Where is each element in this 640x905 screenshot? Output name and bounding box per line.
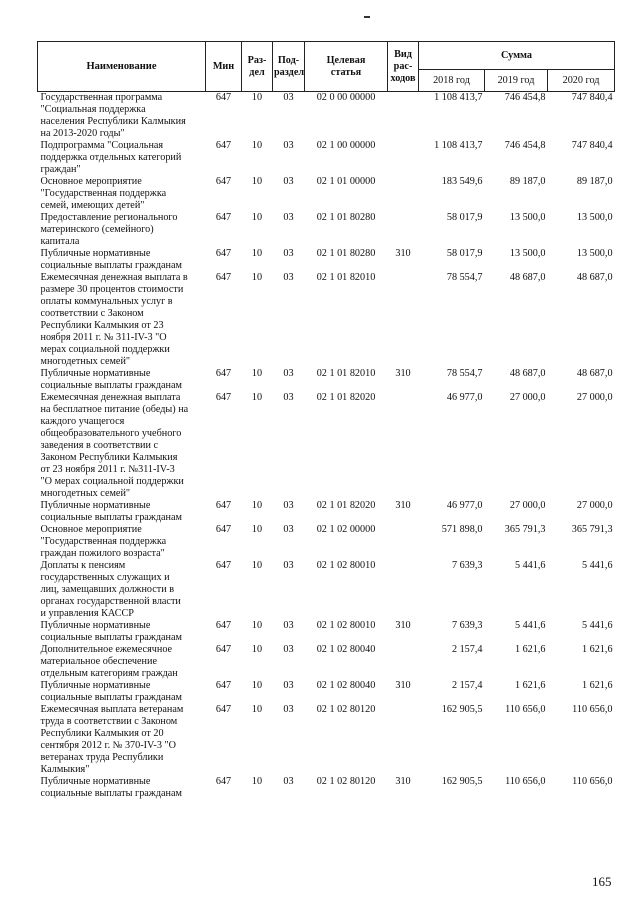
row-celevaya-statya: 02 1 01 82010 xyxy=(316,272,376,283)
row-sum-2018: 58 017,9 xyxy=(446,212,483,223)
row-vid-rashodov: 310 xyxy=(395,776,411,787)
row-sum-2019: 110 656,0 xyxy=(505,704,546,715)
row-sum-2020: 5 441,6 xyxy=(581,620,613,631)
row-name: Публичные нормативные социальные выплаты гражданам xyxy=(40,620,182,643)
row-razdel: 10 xyxy=(251,272,263,283)
row-vid-rashodov: 310 xyxy=(395,500,411,511)
header-year-2018: 2018 год xyxy=(419,70,485,92)
table-row xyxy=(38,248,615,272)
table-row xyxy=(38,212,615,248)
header-podrazdel: Под- раздел xyxy=(273,42,305,92)
row-podrazdel: 03 xyxy=(283,392,294,403)
row-sum-2019: 89 187,0 xyxy=(509,176,546,187)
row-podrazdel: 03 xyxy=(283,368,294,379)
row-vid-rashodov xyxy=(388,272,419,368)
row-sum-2018: 183 549,6 xyxy=(441,176,483,187)
table-row xyxy=(38,644,615,680)
row-vid-rashodov xyxy=(388,392,419,500)
row-sum-2020: 48 687,0 xyxy=(576,368,613,379)
row-sum-2018: 7 639,3 xyxy=(451,560,483,571)
row-sum-2020: 13 500,0 xyxy=(576,248,613,259)
row-razdel: 10 xyxy=(251,560,263,571)
row-razdel: 10 xyxy=(251,620,263,631)
row-razdel: 10 xyxy=(251,92,263,103)
row-min: 647 xyxy=(215,212,232,223)
row-name: Публичные нормативные социальные выплаты гражданам xyxy=(40,368,182,391)
row-celevaya-statya: 02 1 01 82020 xyxy=(316,392,376,403)
header-name: Наименование xyxy=(38,42,206,92)
header-vid-rashodov: Вид рас- ходов xyxy=(388,42,419,92)
row-celevaya-statya: 02 1 01 80280 xyxy=(316,248,376,259)
header-celevaya-statya: Целевая статья xyxy=(305,42,388,92)
row-sum-2020: 110 656,0 xyxy=(572,776,613,787)
page-number: 165 xyxy=(592,874,612,889)
row-min: 647 xyxy=(215,392,232,403)
table-row xyxy=(38,776,615,800)
row-min: 647 xyxy=(215,680,232,691)
row-podrazdel: 03 xyxy=(283,644,294,655)
row-vid-rashodov xyxy=(388,704,419,776)
row-razdel: 10 xyxy=(251,140,263,151)
row-celevaya-statya: 02 1 02 80120 xyxy=(316,776,376,787)
row-podrazdel: 03 xyxy=(283,212,294,223)
row-razdel: 10 xyxy=(251,524,263,535)
row-sum-2020: 27 000,0 xyxy=(576,392,613,403)
row-razdel: 10 xyxy=(251,776,263,787)
row-vid-rashodov: 310 xyxy=(395,680,411,691)
row-vid-rashodov xyxy=(388,524,419,560)
row-name: Подпрограмма "Социальная поддержка отдельных категорий граждан" xyxy=(40,140,182,175)
row-sum-2019: 48 687,0 xyxy=(509,368,546,379)
row-sum-2020: 13 500,0 xyxy=(576,212,613,223)
row-vid-rashodov xyxy=(388,140,419,176)
row-sum-2019: 5 441,6 xyxy=(514,620,546,631)
table-row xyxy=(38,140,615,176)
row-min: 647 xyxy=(215,92,232,103)
row-podrazdel: 03 xyxy=(283,704,294,715)
row-razdel: 10 xyxy=(251,368,263,379)
row-sum-2020: 1 621,6 xyxy=(581,644,613,655)
row-podrazdel: 03 xyxy=(283,524,294,535)
row-min: 647 xyxy=(215,620,232,631)
row-celevaya-statya: 02 1 01 00000 xyxy=(316,176,376,187)
row-min: 647 xyxy=(215,140,232,151)
row-vid-rashodov xyxy=(388,212,419,248)
row-name: Ежемесячная денежная выплата в размере 30 процентов стоимости оплаты коммунальных услуг в соответствии с Законом Республики Калмыкия от 23 ноября 2011 г. № 311-IV-3 "О мерах социальной поддержки многодетных семей" xyxy=(40,272,188,367)
row-sum-2020: 27 000,0 xyxy=(576,500,613,511)
row-min: 647 xyxy=(215,272,232,283)
row-razdel: 10 xyxy=(251,704,263,715)
row-celevaya-statya: 02 1 02 80010 xyxy=(316,620,376,631)
row-sum-2020: 365 791,3 xyxy=(571,524,613,535)
row-min: 647 xyxy=(215,368,232,379)
header-razdel: Раз- дел xyxy=(242,42,273,92)
row-sum-2020: 110 656,0 xyxy=(572,704,613,715)
row-podrazdel: 03 xyxy=(283,500,294,511)
row-min: 647 xyxy=(215,704,232,715)
row-sum-2019: 5 441,6 xyxy=(514,560,546,571)
row-vid-rashodov xyxy=(388,176,419,212)
row-razdel: 10 xyxy=(251,644,263,655)
row-sum-2019: 746 454,8 xyxy=(504,92,546,103)
row-name: Публичные нормативные социальные выплаты гражданам xyxy=(40,680,182,703)
row-vid-rashodov: 310 xyxy=(395,368,411,379)
row-sum-2018: 2 157,4 xyxy=(451,644,483,655)
row-name: Доплаты к пенсиям государственных служащих и лиц, замещавших должности в органах государственной власти и управления КАССР xyxy=(40,560,181,619)
row-name: Публичные нормативные социальные выплаты гражданам xyxy=(40,776,182,799)
table-row xyxy=(38,176,615,212)
row-sum-2018: 571 898,0 xyxy=(441,524,483,535)
table-row xyxy=(38,92,615,141)
header-summa: Сумма xyxy=(419,42,615,70)
top-dash-mark xyxy=(364,16,370,18)
row-vid-rashodov: 310 xyxy=(395,620,411,631)
row-name: Публичные нормативные социальные выплаты гражданам xyxy=(40,500,182,523)
budget-table xyxy=(37,41,615,800)
row-sum-2019: 1 621,6 xyxy=(514,644,546,655)
table-header xyxy=(38,42,615,92)
row-razdel: 10 xyxy=(251,392,263,403)
row-vid-rashodov xyxy=(388,92,419,141)
row-min: 647 xyxy=(215,560,232,571)
row-sum-2018: 1 108 413,7 xyxy=(434,92,483,103)
row-min: 647 xyxy=(215,776,232,787)
row-sum-2018: 162 905,5 xyxy=(441,776,483,787)
table-body xyxy=(38,92,615,801)
row-name: Основное мероприятие "Государственная поддержка семей, имеющих детей" xyxy=(40,176,167,211)
row-sum-2018: 78 554,7 xyxy=(446,368,483,379)
row-vid-rashodov xyxy=(388,560,419,620)
header-year-2020: 2020 год xyxy=(548,70,615,92)
row-sum-2018: 46 977,0 xyxy=(446,392,483,403)
row-sum-2018: 2 157,4 xyxy=(451,680,483,691)
row-sum-2019: 48 687,0 xyxy=(509,272,546,283)
row-sum-2019: 13 500,0 xyxy=(509,212,546,223)
row-sum-2020: 747 840,4 xyxy=(571,140,613,151)
table-row xyxy=(38,560,615,620)
row-podrazdel: 03 xyxy=(283,248,294,259)
table-row xyxy=(38,524,615,560)
row-name: Государственная программа "Социальная поддержка населения Республики Калмыкия на 2013-2020 годы" xyxy=(40,92,186,139)
row-sum-2019: 746 454,8 xyxy=(504,140,546,151)
row-podrazdel: 03 xyxy=(283,176,294,187)
row-name: Основное мероприятие "Государственная поддержка граждан пожилого возраста" xyxy=(40,524,167,559)
row-podrazdel: 03 xyxy=(283,776,294,787)
row-celevaya-statya: 02 1 01 80280 xyxy=(316,212,376,223)
row-podrazdel: 03 xyxy=(283,272,294,283)
row-sum-2019: 365 791,3 xyxy=(504,524,546,535)
table-row xyxy=(38,392,615,500)
row-sum-2018: 162 905,5 xyxy=(441,704,483,715)
header-year-2019: 2019 год xyxy=(485,70,548,92)
row-sum-2019: 1 621,6 xyxy=(514,680,546,691)
row-sum-2020: 89 187,0 xyxy=(576,176,613,187)
row-celevaya-statya: 02 1 02 80010 xyxy=(316,560,376,571)
row-sum-2020: 747 840,4 xyxy=(571,92,613,103)
row-sum-2018: 78 554,7 xyxy=(446,272,483,283)
row-razdel: 10 xyxy=(251,680,263,691)
row-name: Публичные нормативные социальные выплаты гражданам xyxy=(40,248,182,271)
row-min: 647 xyxy=(215,500,232,511)
row-vid-rashodov: 310 xyxy=(395,248,411,259)
row-podrazdel: 03 xyxy=(283,92,294,103)
table-row xyxy=(38,368,615,392)
row-razdel: 10 xyxy=(251,500,263,511)
row-razdel: 10 xyxy=(251,248,263,259)
row-podrazdel: 03 xyxy=(283,140,294,151)
row-celevaya-statya: 02 1 02 80120 xyxy=(316,704,376,715)
row-sum-2018: 58 017,9 xyxy=(446,248,483,259)
row-podrazdel: 03 xyxy=(283,680,294,691)
row-celevaya-statya: 02 1 02 00000 xyxy=(316,524,376,535)
row-min: 647 xyxy=(215,248,232,259)
row-celevaya-statya: 02 1 01 82020 xyxy=(316,500,376,511)
row-name: Ежемесячная денежная выплата на бесплатное питание (обеды) на каждого учащегося общеобразовательного учебного заведения в соответствии с Законом Республики Калмыкия от 23 ноября 2011 г. №311-IV-3 "О мерах социальной поддержки многодетных семей" xyxy=(40,392,189,499)
row-sum-2020: 48 687,0 xyxy=(576,272,613,283)
row-podrazdel: 03 xyxy=(283,560,294,571)
row-name: Ежемесячная выплата ветеранам труда в соответствии с Законом Республики Калмыкия от 20 сентября 2012 г. № 370-IV-3 "О ветеранах труда Республики Калмыкия" xyxy=(40,704,184,775)
row-name: Предоставление регионального материнского (семейного) капитала xyxy=(40,212,178,247)
row-sum-2018: 7 639,3 xyxy=(451,620,483,631)
row-sum-2018: 1 108 413,7 xyxy=(434,140,483,151)
row-celevaya-statya: 02 1 02 80040 xyxy=(316,644,376,655)
row-sum-2018: 46 977,0 xyxy=(446,500,483,511)
row-razdel: 10 xyxy=(251,212,263,223)
table-row xyxy=(38,704,615,776)
table-row xyxy=(38,272,615,368)
header-min: Мин xyxy=(206,42,242,92)
row-min: 647 xyxy=(215,524,232,535)
row-celevaya-statya: 02 1 00 00000 xyxy=(316,140,376,151)
row-sum-2019: 110 656,0 xyxy=(505,776,546,787)
row-vid-rashodov xyxy=(388,644,419,680)
row-min: 647 xyxy=(215,176,232,187)
row-sum-2019: 13 500,0 xyxy=(509,248,546,259)
row-celevaya-statya: 02 1 02 80040 xyxy=(316,680,376,691)
row-sum-2020: 1 621,6 xyxy=(581,680,613,691)
table-row xyxy=(38,680,615,704)
row-podrazdel: 03 xyxy=(283,620,294,631)
table-row xyxy=(38,620,615,644)
row-celevaya-statya: 02 0 00 00000 xyxy=(316,92,376,103)
row-sum-2019: 27 000,0 xyxy=(509,500,546,511)
row-sum-2019: 27 000,0 xyxy=(509,392,546,403)
row-min: 647 xyxy=(215,644,232,655)
row-celevaya-statya: 02 1 01 82010 xyxy=(316,368,376,379)
table-row xyxy=(38,500,615,524)
row-razdel: 10 xyxy=(251,176,263,187)
row-name: Дополнительное ежемесячное материальное обеспечение отдельным категориям граждан xyxy=(40,644,178,679)
row-sum-2020: 5 441,6 xyxy=(581,560,613,571)
